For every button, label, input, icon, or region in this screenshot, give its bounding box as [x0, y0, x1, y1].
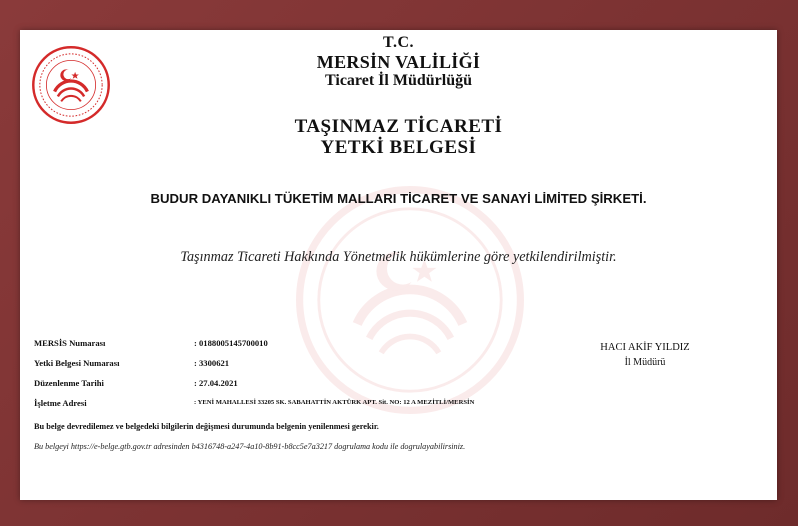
signer-name: HACI AKİF YILDIZ	[600, 342, 690, 353]
certificate-title-line2: YETKİ BELGESİ	[320, 137, 477, 158]
signer-role: İl Müdürü	[624, 357, 666, 368]
ministry-watermark-icon	[290, 180, 530, 420]
verification-notice: Bu belgeyi https://e-belge.gtb.gov.tr adresinden b4316748-a247-4a10-8b91-b8cc5e7a3217 dogrulama kodu ile dogrulayabilirsiniz.	[34, 442, 466, 451]
authorization-statement: Taşınmaz Ticareti Hakkında Yönetmelik hükümlerine göre yetkilendirilmiştir.	[180, 249, 617, 265]
header-governorship: MERSİN VALİLİĞİ	[316, 52, 481, 72]
certificate-page	[20, 30, 777, 500]
issue-date-value: : 27.04.2021	[194, 378, 238, 388]
business-address-label: İşletme Adresi	[34, 398, 87, 408]
mersis-label: MERSİS Numarası	[34, 338, 106, 348]
header-directorate: Ticaret İl Müdürlüğü	[325, 72, 472, 89]
signer-block	[580, 342, 710, 368]
transfer-notice: Bu belge devredilemez ve belgedeki bilgilerin değişmesi durumunda belgenin yenilenmesi gerekir.	[34, 422, 379, 431]
business-address-value: : YENİ MAHALLESİ 33205 SK. SABAHATTİN AKTÜRK APT. Sit. NO: 12 A MEZİTLİ/MERSİN	[194, 399, 475, 406]
company-name: BUDUR DAYANIKLI TÜKETİM MALLARI TİCARET VE SANAYİ LİMİTED ŞİRKETİ.	[150, 191, 647, 206]
mersis-value: : 0188005145700010	[194, 338, 268, 348]
certificate-number-label: Yetki Belgesi Numarası	[34, 358, 120, 368]
issue-date-label: Düzenlenme Tarihi	[34, 378, 104, 388]
certificate-title-line1: TAŞINMAZ TİCARETİ	[294, 116, 503, 137]
certificate-number-value: : 3300621	[194, 358, 230, 368]
header-tc: T.C.	[382, 34, 415, 51]
